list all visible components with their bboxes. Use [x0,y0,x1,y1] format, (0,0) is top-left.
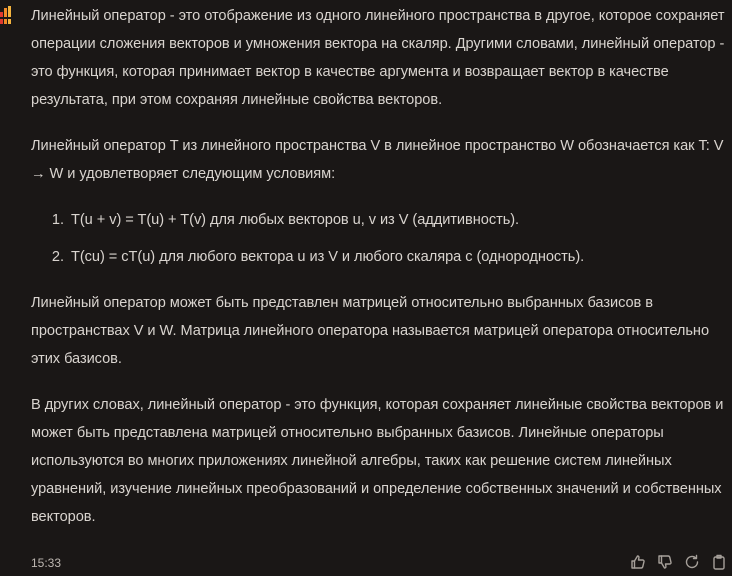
message-paragraph: Линейный оператор T из линейного пространства V в линейное пространство W обозначается как T: V → W и удовлетворяет следующим условиям: [31,138,724,182]
list-item: 1. T(u + v) = T(u) + T(v) для любых векторов u, v из V (аддитивность). [68,206,731,234]
list-item: 2. T(cu) = cT(u) для любого вектора u из V и любого скаляра c (однородность). [68,243,731,271]
assistant-message [31,2,731,549]
copy-button[interactable] [710,553,728,571]
like-button[interactable] [629,553,647,571]
conditions-list [31,206,731,271]
copy-icon [711,554,727,570]
regenerate-button[interactable] [683,553,701,571]
message-paragraph: Линейный оператор может быть представлен матрицей относительно выбранных базисов в пространствах V и W. Матрица линейного оператора называется матрицей оператора относительно этих базисов. [31,295,710,367]
bot-avatar-icon [0,6,11,24]
refresh-icon [684,554,700,570]
message-paragraph: Линейный оператор - это отображение из одного линейного пространства в другое, которое сохраняет операции сложения векторов и умножения вектора на скаляр. Другими словами, линейный оператор - это функция, которая принимает вектор в качестве аргумента и возвращает вектор в качестве результата, при этом сохраняя линейные свойства векторов. [31,8,725,108]
dislike-button[interactable] [656,553,674,571]
thumbs-down-icon [657,554,673,570]
message-timestamp: 15:33 [31,556,62,570]
message-actions [629,553,728,571]
thumbs-up-icon [630,554,646,570]
message-paragraph: В других словах, линейный оператор - это функция, которая сохраняет линейные свойства векторов и может быть представлена матрицей относительно выбранных базисов. Линейные операторы используются во многих приложениях линейной алгебры, таких как решение систем линейных уравнений, изучение линейных преобразований и определение собственных значений и собственных векторов. [31,397,724,525]
